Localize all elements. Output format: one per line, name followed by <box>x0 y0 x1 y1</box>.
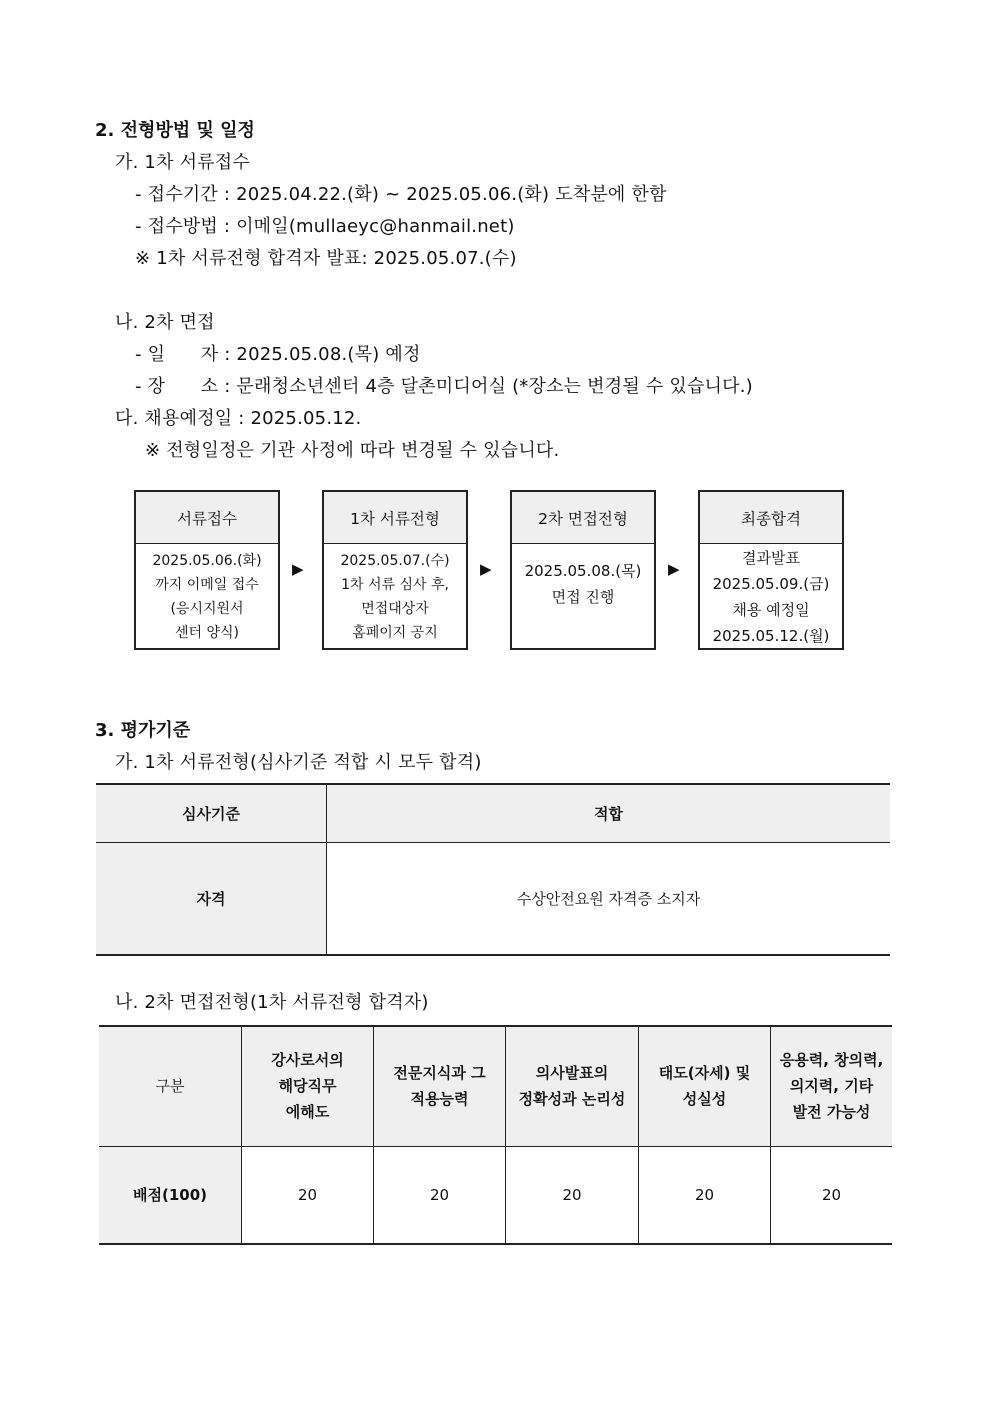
flow-step-title: 최종합격 <box>700 492 842 544</box>
table-cell: 배점(100) <box>99 1146 242 1244</box>
flow-step-line: 까지 이메일 접수 <box>155 576 259 593</box>
section2-ga-heading: 가. 1차 서류접수 <box>115 152 250 173</box>
flow-step-title: 1차 서류전형 <box>324 492 466 544</box>
first-round-note: ※ 1차 서류전형 합격자 발표: 2025.05.07.(수) <box>135 248 517 269</box>
flow-step-interview <box>510 490 656 650</box>
schedule-note: ※ 전형일정은 기관 사정에 따라 변경될 수 있습니다. <box>145 440 560 461</box>
header-line: 강사로서의 <box>271 1051 344 1070</box>
table-cell: 수상안전요원 자격증 소지자 <box>327 842 891 955</box>
section2-title: 2. 전형방법 및 일정 <box>95 120 255 141</box>
header-line: 발전 가능성 <box>792 1103 871 1122</box>
table-cell: 20 <box>506 1146 639 1244</box>
flow-step-line: 면접 진행 <box>551 588 615 606</box>
flow-step-line: 2025.05.08.(목) <box>524 562 642 580</box>
flow-step-line: 센터 양식) <box>174 624 239 641</box>
table-cell: 자격 <box>96 842 327 955</box>
table-header <box>242 1026 374 1146</box>
flow-step-line: 1차 서류 심사 후, <box>341 576 449 593</box>
flow-step-final <box>698 490 844 650</box>
flow-step-title: 2차 면접전형 <box>512 492 654 544</box>
header-line: 의사발표의 <box>535 1064 609 1083</box>
section2-na-heading: 나. 2차 면접 <box>115 312 215 333</box>
flow-step-line: 홈페이지 공지 <box>352 624 438 641</box>
table-header <box>639 1026 771 1146</box>
flow-step-title: 서류접수 <box>136 492 278 544</box>
flow-step-line: 2025.05.12.(월) <box>712 626 830 645</box>
interview-criteria-table <box>99 1025 892 1245</box>
header-line: 정확성과 논리성 <box>518 1090 626 1109</box>
flow-step-line: 2025.05.06.(화) <box>152 552 262 569</box>
flow-arrow: ▶ <box>480 560 492 578</box>
header-line: 의지력, 기타 <box>789 1077 874 1096</box>
section3-na-heading: 나. 2차 면접전형(1차 서류전형 합격자) <box>115 992 429 1013</box>
table-header <box>506 1026 639 1146</box>
flow-arrow: ▶ <box>668 560 680 578</box>
header-line: 적용능력 <box>410 1090 469 1109</box>
table-header <box>99 1026 242 1146</box>
screening-criteria-table <box>96 783 890 956</box>
table-cell: 20 <box>771 1146 893 1244</box>
table-header <box>771 1026 893 1146</box>
header-line: 구분 <box>155 1077 185 1096</box>
interview-date: - 일 자 : 2025.05.08.(목) 예정 <box>135 344 421 365</box>
header-line: 응용력, 창의력, <box>779 1051 884 1070</box>
table-header: 적합 <box>327 784 891 842</box>
flow-step-line: 면접대상자 <box>361 600 429 617</box>
section3-ga-heading: 가. 1차 서류전형(심사기준 적합 시 모두 합격) <box>115 752 482 773</box>
application-period: - 접수기간 : 2025.04.22.(화) ~ 2025.05.06.(화) 도착분에 한함 <box>135 184 667 205</box>
interview-place: - 장 소 : 문래청소년센터 4층 달촌미디어실 (*장소는 변경될 수 있습니다.) <box>135 376 753 397</box>
flow-step-document-screening <box>322 490 468 650</box>
table-header: 심사기준 <box>96 784 327 842</box>
hiring-date: 다. 채용예정일 : 2025.05.12. <box>115 408 362 429</box>
table-cell: 20 <box>374 1146 506 1244</box>
header-line: 전문지식과 그 <box>393 1064 486 1083</box>
section3-title: 3. 평가기준 <box>95 720 191 741</box>
flow-step-documents <box>134 490 280 650</box>
header-line: 성실성 <box>682 1090 727 1109</box>
flow-step-line: 결과발표 <box>742 548 800 567</box>
flow-step-line: 2025.05.07.(수) <box>340 552 450 569</box>
table-cell: 20 <box>639 1146 771 1244</box>
flow-step-line: (응시지원서 <box>170 600 244 617</box>
flow-arrow: ▶ <box>292 560 304 578</box>
application-method: - 접수방법 : 이메일(mullaeyc@hanmail.net) <box>135 216 515 237</box>
header-line: 에해도 <box>285 1103 330 1122</box>
header-line: 태도(자세) 및 <box>658 1064 751 1083</box>
header-line: 해당직무 <box>278 1077 337 1096</box>
table-cell: 20 <box>242 1146 374 1244</box>
table-header <box>374 1026 506 1146</box>
flow-step-line: 2025.05.09.(금) <box>712 574 830 593</box>
flow-step-line: 채용 예정일 <box>732 600 810 619</box>
